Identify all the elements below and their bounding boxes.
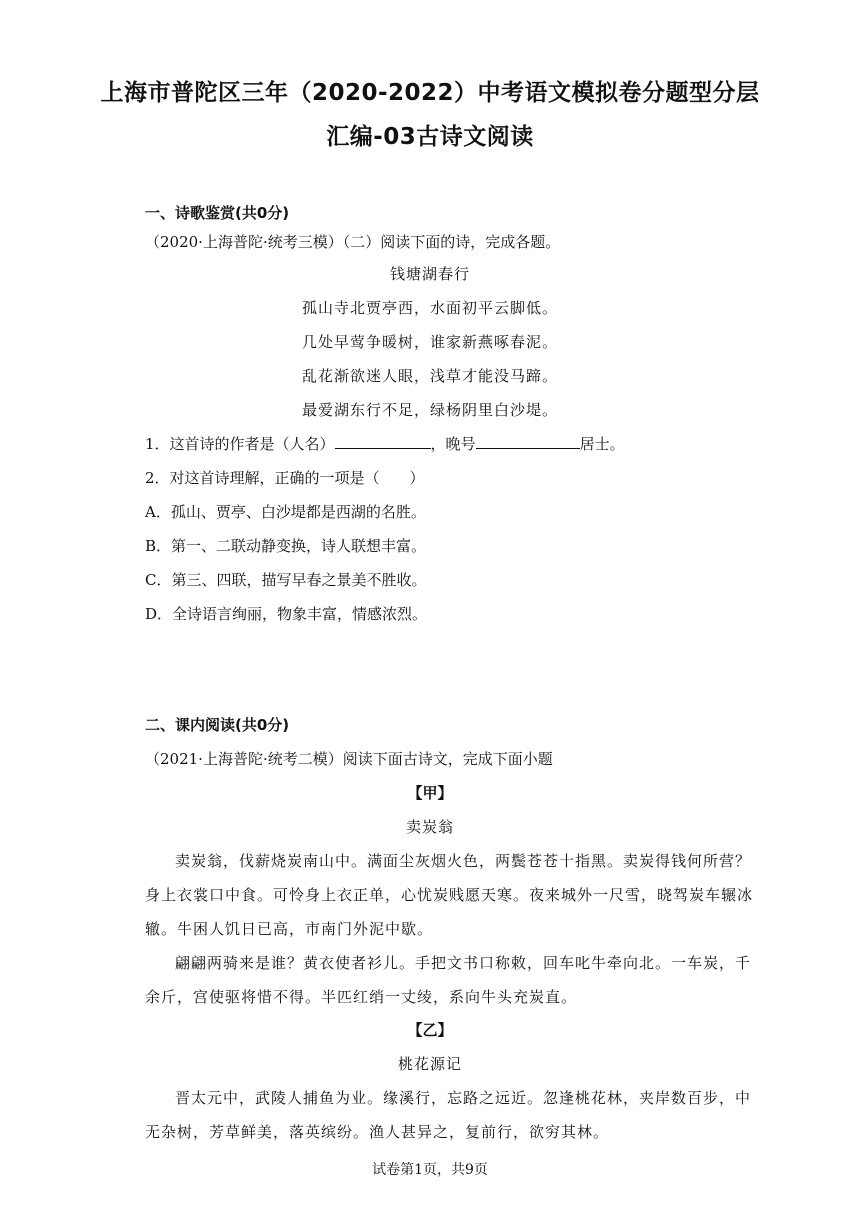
part-a-text-line: 辙。牛困人饥日已高，市南门外泥中歇。 (145, 920, 434, 938)
poem-title: 钱塘湖春行 (389, 265, 470, 283)
question-1 (145, 434, 625, 454)
part-a-text-line: 身上衣裳口中食。可怜身上衣正单，心忧炭贱愿天寒。夜来城外一尺雪，晓驾炭车辗冰 (145, 886, 754, 904)
section2-heading: 二、课内阅读(共0分) (145, 716, 290, 734)
document-title-line2: 汇编-03古诗文阅读 (326, 124, 534, 150)
part-b-title: 桃花源记 (397, 1055, 462, 1073)
poem-line: 几处早莺争暖树，谁家新燕啄春泥。 (301, 333, 558, 351)
page-footer: 试卷第1页，共9页 (372, 1162, 488, 1178)
answer-blank-nickname[interactable] (476, 434, 580, 449)
option-a: A．孤山、贾亭、白沙堤都是西湖的名胜。 (145, 503, 426, 521)
section1-source: （2020·上海普陀·统考三模）（二）阅读下面的诗，完成各题。 (145, 233, 561, 251)
part-b-label: 【乙】 (407, 1021, 453, 1039)
question-1-suffix: 居士。 (579, 435, 625, 453)
document-title-line1: 上海市普陀区三年（2020-2022）中考语文模拟卷分题型分层 (100, 80, 760, 106)
section2-source: （2021·上海普陀·统考二模）阅读下面古诗文，完成下面小题 (145, 750, 553, 768)
answer-blank-author[interactable] (335, 434, 431, 449)
question-2: 2．对这首诗理解，正确的一项是（ ） (145, 469, 425, 487)
part-a-title: 卖炭翁 (405, 818, 454, 836)
option-d: D．全诗语言绚丽，物象丰富，情感浓烈。 (145, 605, 428, 623)
part-b-text-line: 晋太元中，武陵人捕鱼为业。缘溪行，忘路之远近。忽逢桃花林，夹岸数百步，中 (175, 1089, 752, 1107)
part-a-text-line: 余斤，宫使驱将惜不得。半匹红绡一丈绫，系向牛头充炭直。 (145, 988, 578, 1006)
option-c: C．第三、四联，描写早春之景美不胜收。 (145, 571, 427, 589)
poem-line: 孤山寺北贾亭西，水面初平云脚低。 (301, 299, 558, 317)
option-b: B．第一、二联动静变换，诗人联想丰富。 (145, 537, 427, 555)
part-a-text-line: 卖炭翁，伐薪烧炭南山中。满面尘灰烟火色，两鬓苍苍十指黑。卖炭得钱何所营？ (175, 852, 752, 870)
part-b-text-line: 无杂树，芳草鲜美，落英缤纷。渔人甚异之，复前行，欲穷其林。 (145, 1123, 610, 1141)
section1-heading: 一、诗歌鉴赏(共0分) (145, 204, 290, 222)
question-1-middle: ，晚号 (430, 435, 476, 453)
poem-line: 乱花渐欲迷人眼，浅草才能没马蹄。 (301, 367, 558, 385)
poem-line: 最爱湖东行不足，绿杨阴里白沙堤。 (301, 401, 558, 419)
part-a-label: 【甲】 (407, 784, 453, 802)
part-a-text-line: 翩翩两骑来是谁？黄衣使者衫儿。手把文书口称敕，回车叱牛牵向北。一车炭，千 (175, 954, 752, 972)
question-1-prefix: 1．这首诗的作者是（人名） (145, 435, 335, 453)
